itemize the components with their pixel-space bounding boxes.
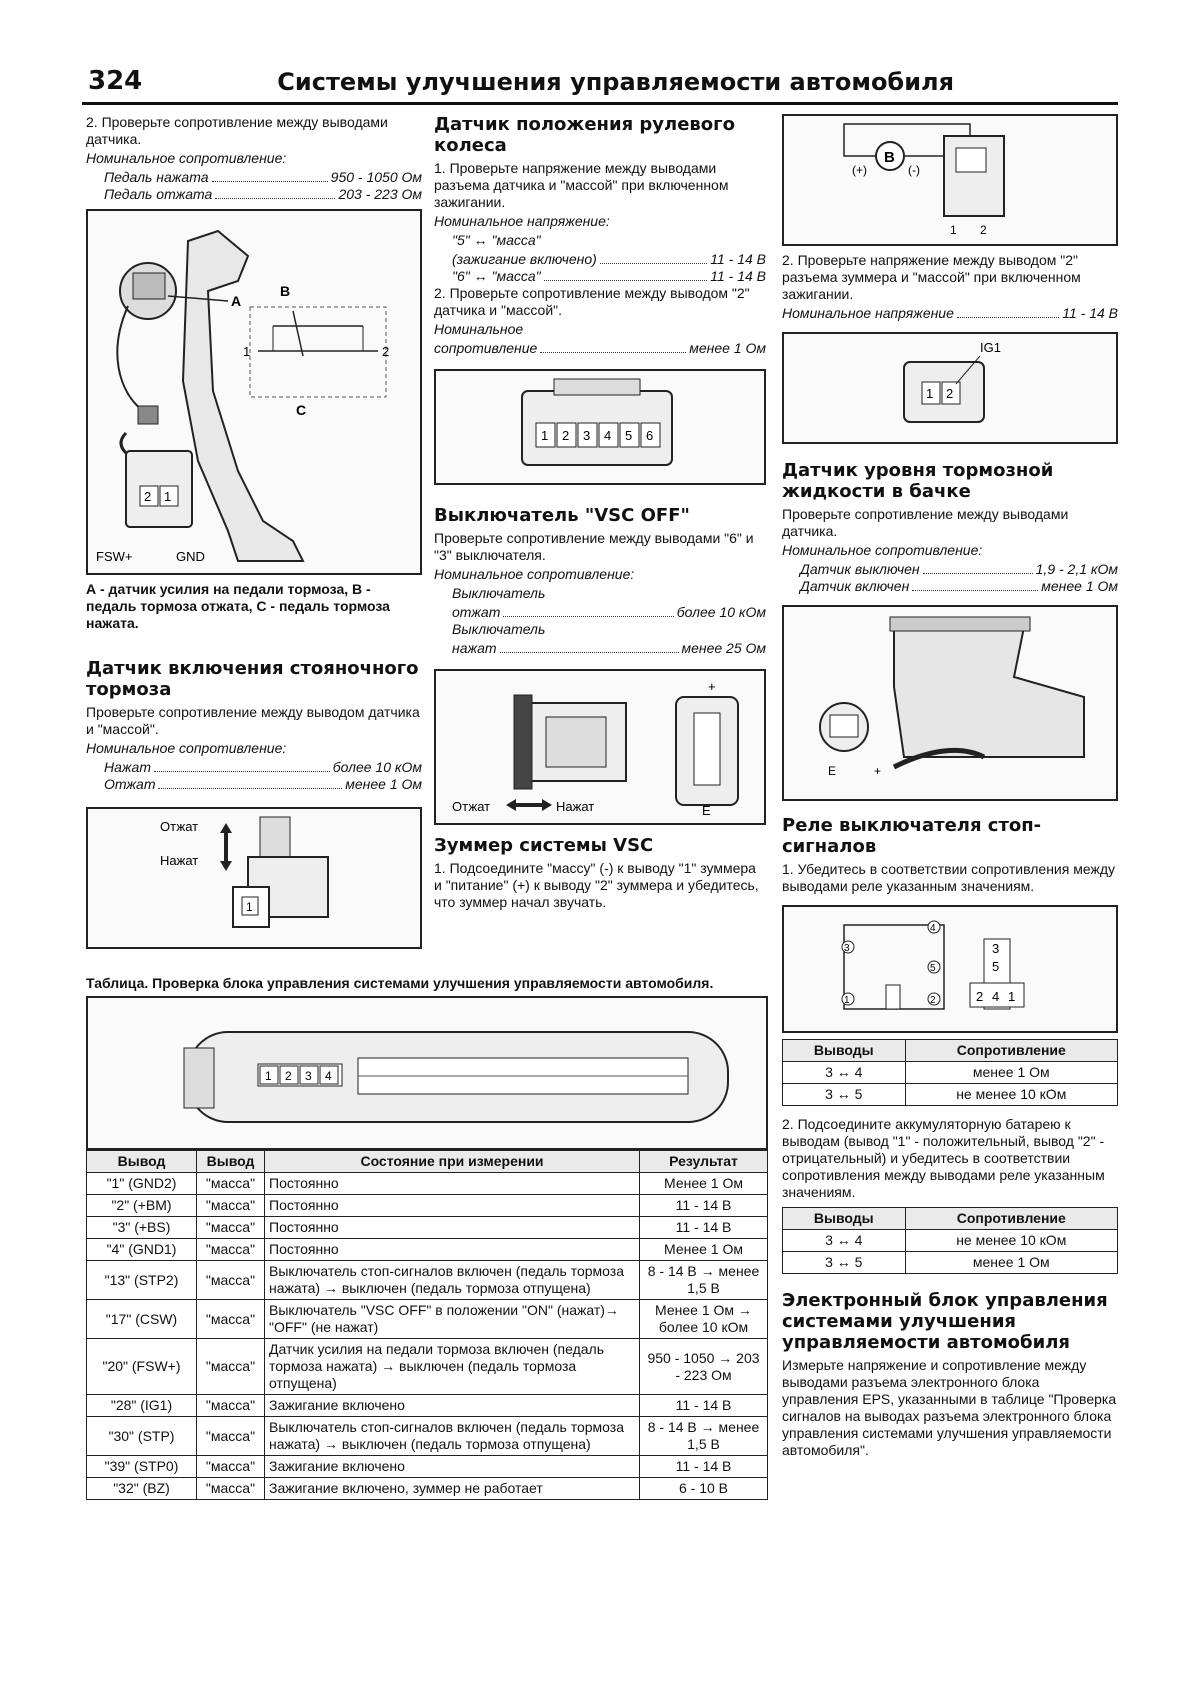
spec-name: (зажигание включено) bbox=[452, 251, 597, 267]
table-row bbox=[783, 1084, 1118, 1106]
relay-step2: 2. Подсоедините аккумуляторную батарею к выводам (вывод "1" - положительный, вывод "2" - отрицательный) и убедитесь в соответствии сопротивления между выводами реле указанным значениям. bbox=[782, 1116, 1105, 1200]
table-row bbox=[87, 1339, 768, 1395]
vsc-switch-label-2: Выключатель bbox=[452, 621, 546, 637]
table-cell: Постоянно bbox=[265, 1217, 640, 1239]
pedal-spec-pressed bbox=[86, 169, 422, 186]
table-cell: "масса" bbox=[197, 1261, 265, 1300]
table-cell: 6 - 10 В bbox=[640, 1478, 768, 1500]
e-label: E bbox=[828, 764, 837, 778]
label-a: A bbox=[231, 293, 242, 309]
table-cell: 11 - 14 В bbox=[640, 1395, 768, 1417]
table-cell: "2" (+BM) bbox=[87, 1195, 197, 1217]
table-cell: не менее 10 кОм bbox=[905, 1230, 1117, 1252]
relay-5: 5 bbox=[930, 963, 936, 974]
spec-value: более 10 кОм bbox=[332, 759, 422, 775]
relay-4: 4 bbox=[930, 923, 936, 934]
pin-2: 2 bbox=[946, 386, 954, 401]
page-title: Системы улучшения управляемости автомобиля bbox=[277, 68, 954, 96]
table-row bbox=[87, 1239, 768, 1261]
table-cell: "3" (+BS) bbox=[87, 1217, 197, 1239]
table-cell: Постоянно bbox=[265, 1239, 640, 1261]
table-cell: "масса" bbox=[197, 1395, 265, 1417]
table-row bbox=[87, 1456, 768, 1478]
table-cell: "масса" bbox=[197, 1456, 265, 1478]
table-cell: Менее 1 Ом → более 10 кОм bbox=[640, 1300, 768, 1339]
pin-label: 4 bbox=[604, 428, 612, 443]
spec-value: 950 - 1050 Ом bbox=[330, 169, 422, 185]
steering-step1: 1. Проверьте напряжение между выводами разъема датчика и "массой" при включенном зажигании. bbox=[434, 160, 729, 210]
ecu-heading: Электронный блок управления системами улучшения управляемости автомобиля bbox=[782, 1290, 1108, 1353]
spec-value: более 10 кОм bbox=[676, 604, 766, 620]
spec-name: Номинальное напряжение bbox=[782, 305, 954, 321]
spec-value: менее 1 Ом bbox=[689, 340, 766, 356]
table-row bbox=[87, 1217, 768, 1239]
vsc-switch-figure bbox=[434, 669, 766, 825]
table-row bbox=[783, 1062, 1118, 1084]
table-cell: Зажигание включено, зуммер не работает bbox=[265, 1478, 640, 1500]
relay-1: 1 bbox=[844, 995, 850, 1006]
relay-table-2 bbox=[782, 1207, 1118, 1274]
spec-value: 203 - 223 Ом bbox=[338, 186, 422, 202]
table-cell: Выключатель "VSC OFF" в положении "ON" (нажат)→ "OFF" (не нажат) bbox=[265, 1300, 640, 1339]
steering-connector-figure bbox=[434, 369, 766, 485]
conn-1: 1 bbox=[1008, 989, 1016, 1004]
steering-spec-ignition bbox=[434, 251, 766, 268]
relay-figure bbox=[782, 905, 1118, 1033]
brake-pedal-diagram bbox=[88, 211, 420, 569]
relay-3: 3 bbox=[844, 943, 850, 954]
pin-label: 5 bbox=[625, 428, 633, 443]
pin-1: 1 bbox=[926, 386, 934, 401]
vsc-off-heading: Выключатель "VSC OFF" bbox=[434, 505, 690, 526]
pedal-nominal-label: Номинальное сопротивление: bbox=[86, 150, 287, 166]
column-header: Сопротивление bbox=[905, 1208, 1117, 1230]
table-cell: Зажигание включено bbox=[265, 1395, 640, 1417]
table-cell: "13" (STP2) bbox=[87, 1261, 197, 1300]
spec-value: менее 25 Ом bbox=[681, 640, 766, 656]
spec-value: 11 - 14 В bbox=[710, 268, 766, 284]
vsc-off-nominal: Номинальное сопротивление: bbox=[434, 566, 635, 582]
table-cell: "масса" bbox=[197, 1417, 265, 1456]
table-cell: Менее 1 Ом bbox=[640, 1173, 768, 1195]
column-header: Состояние при измерении bbox=[265, 1151, 640, 1173]
table-cell: Постоянно bbox=[265, 1173, 640, 1195]
parking-switch-diagram bbox=[88, 809, 420, 943]
spec-value: 11 - 14 В bbox=[710, 251, 766, 267]
spec-name: нажат bbox=[452, 640, 497, 656]
spec-name: отжат bbox=[452, 604, 501, 620]
ecu-pin-label: 4 bbox=[325, 1069, 332, 1083]
plus-label: (+) bbox=[852, 163, 867, 177]
ecu-pin-label: 3 bbox=[305, 1069, 312, 1083]
parking-brake-heading: Датчик включения стояночного тормоза bbox=[86, 658, 419, 700]
table-row bbox=[87, 1261, 768, 1300]
column-header: Сопротивление bbox=[905, 1040, 1117, 1062]
column-header: Выводы bbox=[783, 1040, 906, 1062]
table-cell: "масса" bbox=[197, 1173, 265, 1195]
column-header: Результат bbox=[640, 1151, 768, 1173]
ig1-connector-figure bbox=[782, 332, 1118, 444]
spec-name: Датчик выключен bbox=[800, 561, 920, 577]
buzzer-spec bbox=[782, 305, 1118, 322]
steering-v1: "5" ↔ "масса" bbox=[452, 232, 541, 248]
vsc-off-text: Проверьте сопротивление между выводами "6" и "3" выключателя. bbox=[434, 530, 754, 563]
table-cell: "масса" bbox=[197, 1217, 265, 1239]
vsc-spec-released bbox=[434, 604, 766, 621]
e-label: E bbox=[702, 803, 711, 818]
table-cell: "масса" bbox=[197, 1195, 265, 1217]
spec-name: "6" ↔ "масса" bbox=[452, 268, 541, 284]
table-row bbox=[87, 1395, 768, 1417]
spec-name: сопротивление bbox=[434, 340, 538, 356]
parking-brake-nominal: Номинальное сопротивление: bbox=[86, 740, 287, 756]
table-cell: 3 ↔ 4 bbox=[783, 1062, 906, 1084]
table-row bbox=[87, 1300, 768, 1339]
figure-caption: А - датчик усилия на педали тормоза, В - педаль тормоза отжата, С - педаль тормоза нажата. bbox=[86, 581, 390, 631]
buzzer-diagram bbox=[784, 116, 1116, 240]
fluid-level-text: Проверьте сопротивление между выводами датчика. bbox=[782, 506, 1069, 539]
table-row bbox=[87, 1417, 768, 1456]
table-cell: Датчик усилия на педали тормоза включен (педаль тормоза нажата) → выключен (педаль тормоза отпущена) bbox=[265, 1339, 640, 1395]
steering-connector-diagram bbox=[436, 371, 764, 479]
spec-value: менее 1 Ом bbox=[345, 776, 422, 792]
table-caption: Таблица. Проверка блока управления системами улучшения управляемости автомобиля. bbox=[86, 975, 714, 991]
page-number: 324 bbox=[88, 66, 143, 96]
table-cell: "масса" bbox=[197, 1239, 265, 1261]
label-otzhat: Отжат bbox=[452, 799, 491, 814]
spec-name: Отжат bbox=[104, 776, 156, 792]
ecu-connector-figure bbox=[86, 996, 768, 1150]
fluid-spec-off bbox=[782, 561, 1118, 578]
table-cell: "28" (IG1) bbox=[87, 1395, 197, 1417]
table-cell: 3 ↔ 5 bbox=[783, 1084, 906, 1106]
table-cell: "масса" bbox=[197, 1478, 265, 1500]
table-cell: Менее 1 Ом bbox=[640, 1239, 768, 1261]
vsc-switch-label-1: Выключатель bbox=[452, 585, 546, 601]
column-header: Вывод bbox=[197, 1151, 265, 1173]
steering-nominal-r: Номинальное bbox=[434, 321, 524, 337]
table-cell: Зажигание включено bbox=[265, 1456, 640, 1478]
spec-name: Датчик включен bbox=[800, 578, 910, 594]
label-otzhat: Отжат bbox=[160, 819, 199, 834]
vsc-switch-diagram bbox=[436, 671, 764, 819]
parking-brake-text: Проверьте сопротивление между выводом датчика и "массой". bbox=[86, 704, 420, 737]
label-fsw: FSW+ bbox=[96, 549, 133, 564]
label-c: C bbox=[296, 402, 307, 418]
table-cell: 950 - 1050 → 203 - 223 Ом bbox=[640, 1339, 768, 1395]
table-cell: 3 ↔ 4 bbox=[783, 1230, 906, 1252]
steering-nominal-v: Номинальное напряжение: bbox=[434, 213, 610, 229]
table-cell: 11 - 14 В bbox=[640, 1195, 768, 1217]
table-cell: "масса" bbox=[197, 1339, 265, 1395]
spec-value: 11 - 14 В bbox=[1062, 305, 1118, 321]
relay-diagram bbox=[784, 907, 1116, 1027]
table-cell: менее 1 Ом bbox=[905, 1252, 1117, 1274]
pedal-spec-released bbox=[86, 186, 422, 203]
pin-2: 2 bbox=[144, 489, 152, 504]
pin-label: 2 bbox=[562, 428, 570, 443]
conn-4: 4 bbox=[992, 989, 1000, 1004]
table-row bbox=[783, 1230, 1118, 1252]
table-cell: "39" (STP0) bbox=[87, 1456, 197, 1478]
pin-1: 1 bbox=[246, 900, 253, 914]
plus-label: + bbox=[874, 764, 882, 778]
spec-value: менее 1 Ом bbox=[1041, 578, 1118, 594]
table-cell: Постоянно bbox=[265, 1195, 640, 1217]
table-cell: 8 - 14 В → менее 1,5 В bbox=[640, 1417, 768, 1456]
fluid-level-diagram bbox=[784, 607, 1116, 795]
ig1-connector-diagram bbox=[784, 334, 1116, 438]
buzzer-figure bbox=[782, 114, 1118, 246]
label-nazhat: Нажат bbox=[556, 799, 595, 814]
table-row bbox=[87, 1173, 768, 1195]
pin-1: 1 bbox=[164, 489, 172, 504]
spec-name: Нажат bbox=[104, 759, 151, 775]
pedal-step2: 2. Проверьте сопротивление между выводами датчика. bbox=[86, 114, 388, 147]
table-cell: 8 - 14 В → менее 1,5 В bbox=[640, 1261, 768, 1300]
column-header: Выводы bbox=[783, 1208, 906, 1230]
steering-spec-6 bbox=[434, 268, 766, 285]
table-cell: "масса" bbox=[197, 1300, 265, 1339]
meter-b: B bbox=[884, 149, 895, 166]
table-cell: менее 1 Ом bbox=[905, 1062, 1117, 1084]
table-row bbox=[87, 1478, 768, 1500]
table-cell: "20" (FSW+) bbox=[87, 1339, 197, 1395]
label-b: B bbox=[280, 283, 291, 299]
label-gnd: GND bbox=[176, 549, 205, 564]
table-cell: Выключатель стоп-сигналов включен (педаль тормоза нажата) → выключен (педаль тормоза отпущена) bbox=[265, 1417, 640, 1456]
spec-name: Педаль нажата bbox=[104, 169, 209, 185]
conn-5: 5 bbox=[992, 959, 1000, 974]
table-cell: "17" (CSW) bbox=[87, 1300, 197, 1339]
column-header: Вывод bbox=[87, 1151, 197, 1173]
conn-2: 2 bbox=[976, 989, 984, 1004]
spec-value: 1,9 - 2,1 кОм bbox=[1035, 561, 1118, 577]
buzzer-heading: Зуммер системы VSC bbox=[434, 835, 654, 856]
conn-3: 3 bbox=[992, 941, 1000, 956]
ecu-pin-label: 1 bbox=[265, 1069, 272, 1083]
table-cell: 3 ↔ 5 bbox=[783, 1252, 906, 1274]
relay-2: 2 bbox=[930, 995, 936, 1006]
table-cell: "30" (STP) bbox=[87, 1417, 197, 1456]
plus-label: + bbox=[708, 679, 716, 694]
buzzer-step2: 2. Проверьте напряжение между выводом "2" разъема зуммера и "массой" при включенном зажигании. bbox=[782, 252, 1081, 302]
spec-name: Педаль отжата bbox=[104, 186, 213, 202]
pin-label: 3 bbox=[583, 428, 591, 443]
relay-table-1 bbox=[782, 1039, 1118, 1106]
ecu-check-section bbox=[86, 975, 768, 1500]
table-cell: не менее 10 кОм bbox=[905, 1084, 1117, 1106]
ecu-text: Измерьте напряжение и сопротивление между выводами разъема электронного блока управления EPS, указанными в таблице "Проверка сигналов на выводах разъема электронного блока управления системами улучшения управляемости автомобиля". bbox=[782, 1357, 1117, 1458]
label-1: 1 bbox=[243, 344, 251, 359]
fluid-level-figure bbox=[782, 605, 1118, 801]
parking-switch-figure bbox=[86, 807, 422, 949]
table-cell: "4" (GND1) bbox=[87, 1239, 197, 1261]
relay-text: 1. Убедитесь в соответствии сопротивления между выводами реле указанным значениям. bbox=[782, 861, 1116, 894]
table-row bbox=[783, 1252, 1118, 1274]
pin-2: 2 bbox=[980, 223, 987, 237]
page-header bbox=[82, 64, 1118, 105]
fluid-spec-on bbox=[782, 578, 1118, 595]
ecu-pin-label: 2 bbox=[285, 1069, 292, 1083]
table-cell: Выключатель стоп-сигналов включен (педаль тормоза нажата) → выключен (педаль тормоза отпущена) bbox=[265, 1261, 640, 1300]
ecu-connector-diagram bbox=[88, 998, 766, 1144]
fluid-level-nominal: Номинальное сопротивление: bbox=[782, 542, 983, 558]
minus-label: (-) bbox=[908, 163, 920, 177]
table-cell: 11 - 14 В bbox=[640, 1217, 768, 1239]
vsc-spec-pressed bbox=[434, 640, 766, 657]
column-right bbox=[782, 114, 1118, 1461]
ecu-check-table bbox=[86, 1150, 768, 1500]
table-cell: "1" (GND2) bbox=[87, 1173, 197, 1195]
table-row bbox=[87, 1195, 768, 1217]
fluid-level-heading: Датчик уровня тормозной жидкости в бачке bbox=[782, 460, 1054, 502]
pin-label: 6 bbox=[646, 428, 654, 443]
buzzer-text: 1. Подсоедините "массу" (-) к выводу "1" зуммера и "питание" (+) к выводу "2" зуммера и убедитесь, что зуммер начал звучать. bbox=[434, 860, 759, 910]
column-middle bbox=[434, 114, 766, 913]
column-left bbox=[86, 114, 422, 955]
ig1-label: IG1 bbox=[980, 340, 1001, 355]
table-cell: 11 - 14 В bbox=[640, 1456, 768, 1478]
pin-label: 1 bbox=[541, 428, 549, 443]
label-nazhat: Нажат bbox=[160, 853, 199, 868]
steering-step2: 2. Проверьте сопротивление между выводом "2" датчика и "массой". bbox=[434, 285, 750, 318]
brake-pedal-sensor-figure bbox=[86, 209, 422, 575]
parking-spec-released bbox=[86, 776, 422, 793]
relay-heading: Реле выключателя стоп-сигналов bbox=[782, 815, 1042, 857]
parking-spec-pressed bbox=[86, 759, 422, 776]
label-2: 2 bbox=[382, 344, 390, 359]
pin-1: 1 bbox=[950, 223, 957, 237]
steering-heading: Датчик положения рулевого колеса bbox=[434, 114, 735, 156]
steering-spec-r bbox=[434, 340, 766, 357]
table-cell: "32" (BZ) bbox=[87, 1478, 197, 1500]
